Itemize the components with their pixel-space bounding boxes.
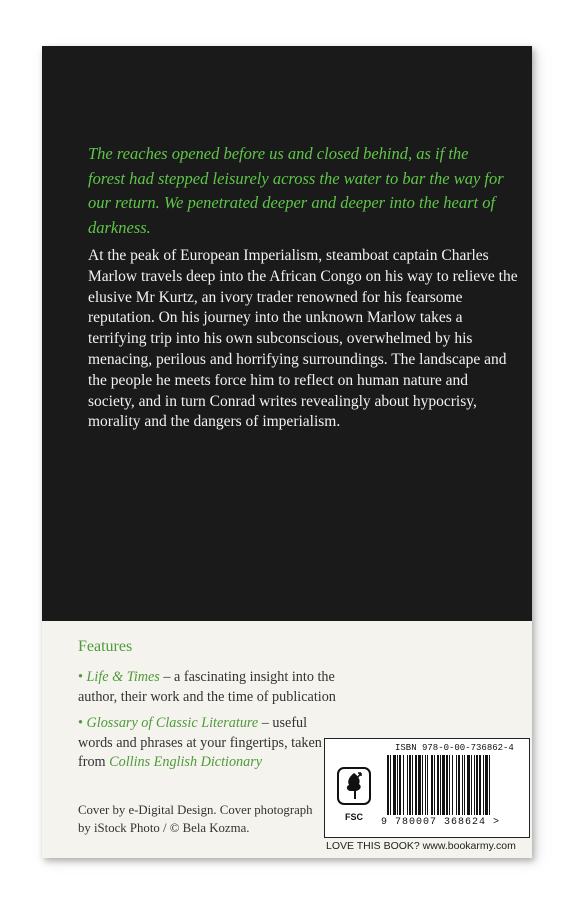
feature-item: [78, 668, 338, 707]
barcode-stripe: [425, 755, 426, 815]
bullet: •: [78, 669, 83, 685]
barcode-stripe: [427, 755, 428, 815]
barcode-stripe: [442, 755, 445, 815]
feature-text: – useful words and phrases at your fingertips, taken from: [78, 715, 322, 771]
barcode-stripe: [418, 755, 421, 815]
barcode-stripe: [393, 755, 396, 815]
barcode-stripe: [489, 755, 490, 815]
book-blurb: At the peak of European Imperialism, steamboat captain Charles Marlow travels deep into the African Congo on his way to relieve the elusive Mr Kurtz, an ivory trader renowned for his fearsome reputation. On his journey into the unknown Marlow takes a terrifying trip into his own subconscious, overwhelmed by his menacing, perilous and horrifying surroundings. The landscape and the people he meets force him to reflect on human nature and society, and in turn Conrad writes revealingly about hypocrisy, morality and the dangers of imperialism.: [88, 247, 518, 431]
barcode-box: [324, 738, 530, 838]
barcode-stripe: [485, 755, 488, 815]
barcode-stripe: [462, 755, 463, 815]
fsc-label: FSC: [345, 812, 363, 822]
barcode-stripe: [415, 755, 417, 815]
fsc-logo: [333, 767, 375, 821]
feature-name: Life & Times: [86, 669, 160, 685]
feature-text: – a fascinating insight into the author, their work and the time of publication: [78, 669, 336, 705]
feature-name: Glossary of Classic Literature: [86, 715, 259, 731]
isbn-label: ISBN 978-0-00-736862-4: [395, 743, 514, 753]
barcode-stripe: [434, 755, 435, 815]
barcode-stripe: [422, 755, 423, 815]
barcode-stripe: [409, 755, 411, 815]
fsc-tree-icon: [337, 767, 371, 805]
barcode-stripe: [483, 755, 484, 815]
feature-item: [78, 714, 338, 773]
barcode-stripe: [452, 755, 453, 815]
barcode-stripe: [449, 755, 450, 815]
features-title: Features: [78, 638, 133, 655]
barcode-stripe: [399, 755, 401, 815]
dark-panel: [42, 46, 532, 621]
barcode-stripe: [431, 755, 433, 815]
barcode-stripe: [471, 755, 472, 815]
barcode-stripe: [407, 755, 408, 815]
barcode-stripe: [446, 755, 448, 815]
bullet: •: [78, 715, 83, 731]
barcode-stripe: [437, 755, 439, 815]
barcode-stripe: [479, 755, 481, 815]
barcode-stripe: [458, 755, 460, 815]
barcode-stripe: [403, 755, 404, 815]
barcode-icon: [387, 755, 523, 815]
barcode-stripe: [467, 755, 470, 815]
barcode-stripe: [412, 755, 413, 815]
book-back-cover: [42, 46, 532, 858]
barcode-number: 9 780007 368624 >: [381, 817, 501, 828]
barcode-stripe: [476, 755, 478, 815]
bookarmy-link[interactable]: LOVE THIS BOOK? www.bookarmy.com: [326, 840, 516, 852]
barcode-stripe: [387, 755, 389, 815]
barcode-stripe: [464, 755, 465, 815]
cover-quote: The reaches opened before us and closed behind, as if the forest had stepped leisurely across the water to bar the way for our return. We penetrated deeper and deeper into the heart of darkness.: [88, 144, 504, 237]
cover-credits: Cover by e-Digital Design. Cover photograph by iStock Photo / © Bela Kozma.: [78, 803, 313, 835]
barcode-stripe: [474, 755, 475, 815]
barcode-stripe: [440, 755, 441, 815]
barcode-stripe: [456, 755, 457, 815]
feature-source: Collins English Dictionary: [109, 754, 263, 771]
barcode-stripe: [390, 755, 391, 815]
barcode-stripe: [397, 755, 398, 815]
